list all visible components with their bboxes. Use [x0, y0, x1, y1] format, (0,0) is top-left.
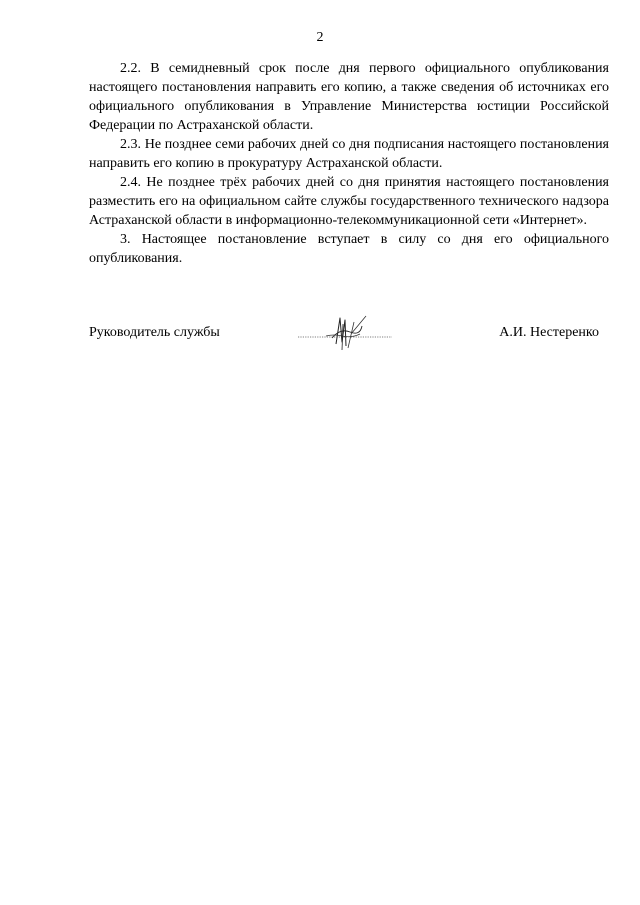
signatory-name: А.И. Нестеренко	[499, 325, 599, 340]
paragraph-2-3: 2.3. Не позднее семи рабочих дней со дня подписания настоящего постановления направить его копию в прокуратуру Астраханской области.	[89, 137, 609, 171]
paragraph-2-4: 2.4. Не позднее трёх рабочих дней со дня принятия настоящего постановления разместить его на официальном сайте службы государственного технического надзора Астраханской области в информационно-телекоммуникационной сети «Интернет».	[89, 175, 609, 228]
page-number: 2	[316, 30, 324, 45]
signatory-position: Руководитель службы	[89, 325, 220, 340]
document-body	[89, 59, 609, 268]
paragraph-3: 3. Настоящее постановление вступает в силу со дня его официального опубликования.	[89, 232, 609, 266]
signature-block	[89, 314, 609, 354]
paragraph-2-2: 2.2. В семидневный срок после дня первого официального опубликования настоящего постановления направить его копию, а также сведения об источниках его официального опубликования в Управление Министерства юстиции Российской Федерации по Астраханской области.	[89, 61, 609, 133]
handwritten-signature-icon	[296, 314, 394, 354]
